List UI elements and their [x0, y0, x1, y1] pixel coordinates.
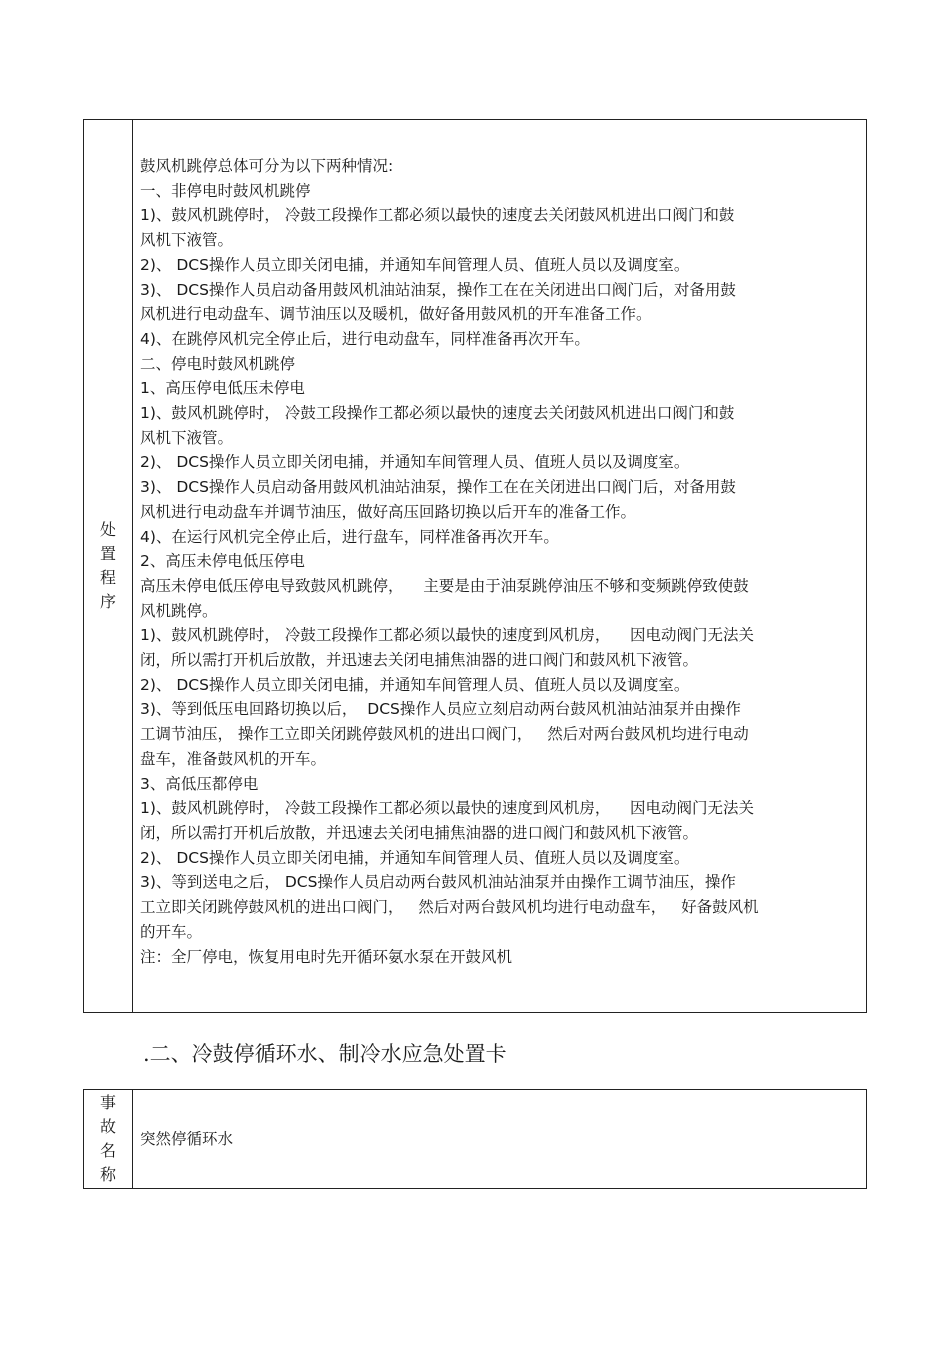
procedure-label: 处置程序 [99, 520, 116, 611]
incident-table [83, 1089, 867, 1189]
incident-name-label: 事故名称 [99, 1093, 116, 1184]
procedure-line: 高压未停电低压停电导致鼓风机跳停， 主要是由于油泵跳停油压不够和变频跳停致使鼓 [140, 576, 749, 595]
procedure-line: 1)、鼓风机跳停时， 冷鼓工段操作工都必须以最快的速度去关闭鼓风机进出口阀门和鼓 [140, 206, 735, 225]
procedure-line: 1)、鼓风机跳停时， 冷鼓工段操作工都必须以最快的速度到风机房， 因电动阀门无法关 [140, 799, 755, 818]
procedure-line: 风机跳停。 [140, 601, 218, 620]
procedure-line: 工调节油压， 操作工立即关闭跳停鼓风机的进出口阀门， 然后对两台鼓风机均进行电动 [140, 725, 749, 744]
procedure-line: 3)、 DCS操作人员启动备用鼓风机油站油泵，操作工在在关闭进出口阀门后，对备用鼓 [140, 280, 736, 299]
procedure-content [133, 120, 866, 1012]
procedure-table [83, 119, 867, 1013]
procedure-line: 风机下液管。 [140, 428, 234, 447]
procedure-line: 3)、等到送电之后， DCS操作人员启动两台鼓风机油站油泵并由操作工调节油压，操作 [140, 873, 736, 892]
procedure-line: 2)、 DCS操作人员立即关闭电捕，并通知车间管理人员、值班人员以及调度室。 [140, 848, 690, 867]
procedure-line: 2)、 DCS操作人员立即关闭电捕，并通知车间管理人员、值班人员以及调度室。 [140, 255, 690, 274]
procedure-line: 鼓风机跳停总体可分为以下两种情况: [140, 157, 394, 175]
procedure-line: 2)、 DCS操作人员立即关闭电捕，并通知车间管理人员、值班人员以及调度室。 [140, 453, 690, 472]
procedure-line: 闭，所以需打开机后放散，并迅速去关闭电捕焦油器的进口阀门和鼓风机下液管。 [140, 651, 699, 670]
procedure-label-cell [84, 120, 133, 1012]
incident-name-value: 突然停循环水 [140, 1129, 234, 1148]
procedure-line: 盘车，准备鼓风机的开车。 [140, 749, 327, 768]
procedure-line: 1)、鼓风机跳停时， 冷鼓工段操作工都必须以最快的速度到风机房， 因电动阀门无法关 [140, 626, 755, 645]
section-heading: .二、冷鼓停循环水、制冷水应急处置卡 [143, 1042, 507, 1066]
procedure-line: 风机进行电动盘车、调节油压以及暖机，做好备用鼓风机的开车准备工作。 [140, 305, 652, 324]
procedure-line: 4)、在跳停风机完全停止后，进行电动盘车，同样准备再次开车。 [140, 329, 590, 348]
procedure-line: 风机下液管。 [140, 231, 234, 250]
procedure-line: 风机进行电动盘车并调节油压，做好高压回路切换以后开车的准备工作。 [140, 502, 637, 521]
procedure-line: 4)、在运行风机完全停止后，进行盘车，同样准备再次开车。 [140, 527, 559, 546]
procedure-line: 一、非停电时鼓风机跳停 [140, 181, 311, 200]
incident-value-cell [133, 1090, 866, 1188]
procedure-line: 2)、 DCS操作人员立即关闭电捕，并通知车间管理人员、值班人员以及调度室。 [140, 675, 690, 694]
procedure-line: 3、高低压都停电 [140, 774, 259, 793]
incident-label-cell [84, 1090, 133, 1188]
procedure-line: 闭，所以需打开机后放散，并迅速去关闭电捕焦油器的进口阀门和鼓风机下液管。 [140, 823, 699, 842]
procedure-line: 的开车。 [140, 922, 203, 941]
procedure-line: 工立即关闭跳停鼓风机的进出口阀门， 然后对两台鼓风机均进行电动盘车， 好备鼓风机 [140, 898, 759, 917]
procedure-line: 3)、等到低压电回路切换以后， DCS操作人员应立刻启动两台鼓风机油站油泵并由操作 [140, 700, 741, 719]
procedure-line: 注：全厂停电，恢复用电时先开循环氨水泵在开鼓风机 [140, 947, 513, 966]
procedure-line: 3)、 DCS操作人员启动备用鼓风机油站油泵，操作工在在关闭进出口阀门后，对备用鼓 [140, 478, 736, 497]
procedure-line: 1)、鼓风机跳停时， 冷鼓工段操作工都必须以最快的速度去关闭鼓风机进出口阀门和鼓 [140, 404, 735, 423]
procedure-line: 2、高压未停电低压停电 [140, 552, 305, 571]
procedure-line: 二、停电时鼓风机跳停 [140, 354, 296, 373]
procedure-line: 1、高压停电低压未停电 [140, 379, 305, 398]
